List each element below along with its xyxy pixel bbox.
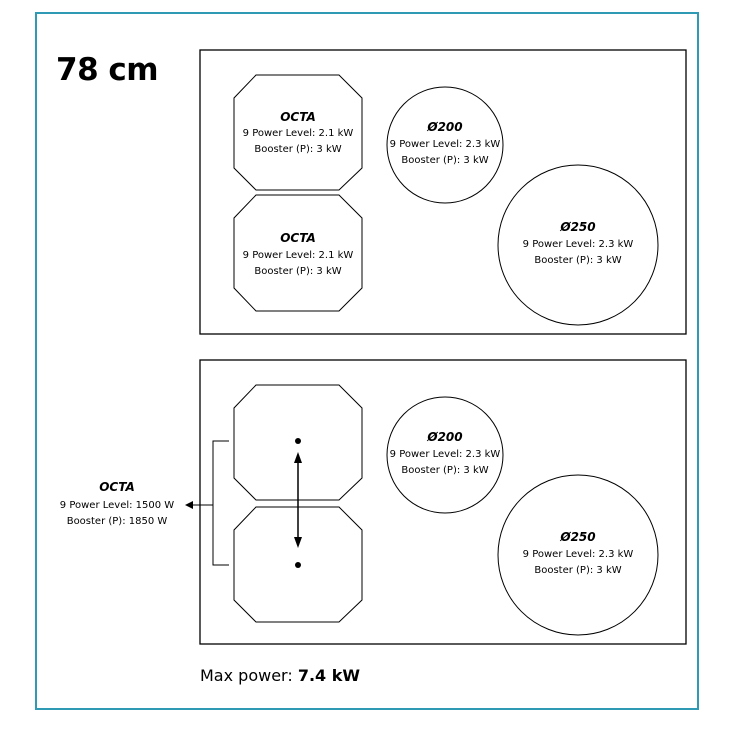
bottom-zone-250-booster: Booster (P): 3 kW (534, 565, 622, 576)
bridge-lower-dot (295, 562, 301, 568)
max-power-line (200, 666, 360, 685)
max-power-value: 7.4 kW (297, 666, 361, 685)
top-zone-200-power: 9 Power Level: 2.3 kW (389, 139, 501, 150)
top-octa-upper-booster: Booster (P): 3 kW (254, 144, 342, 155)
bottom-hob-outline (200, 360, 686, 644)
bottom-zone-250-power: 9 Power Level: 2.3 kW (522, 549, 634, 560)
top-octa-lower-power: 9 Power Level: 2.1 kW (242, 250, 354, 261)
top-octa-lower-name: OCTA (280, 231, 316, 245)
bottom-octa-name: OCTA (99, 480, 135, 494)
bottom-zone-200-booster: Booster (P): 3 kW (401, 465, 489, 476)
bridge-upper-dot (295, 438, 301, 444)
hob-size-title: 78 cm (56, 52, 159, 88)
bridge-arrow-head-down (294, 537, 302, 548)
max-power-label: Max power: (200, 666, 298, 685)
top-octa-upper-name: OCTA (280, 110, 316, 124)
bottom-octa-power: 9 Power Level: 1500 W (59, 500, 175, 511)
top-hob-outline (200, 50, 686, 334)
bridge-arrow-head-up (294, 452, 302, 463)
bottom-zone-200-name: Ø200 (427, 430, 463, 444)
top-zone-200-name: Ø200 (427, 120, 463, 134)
top-zone-250-power: 9 Power Level: 2.3 kW (522, 239, 634, 250)
bottom-zone-200-power: 9 Power Level: 2.3 kW (389, 449, 501, 460)
top-octa-lower-booster: Booster (P): 3 kW (254, 266, 342, 277)
top-zone-250-booster: Booster (P): 3 kW (534, 255, 622, 266)
bridge-bracket (213, 441, 229, 565)
bridge-pointer-head (185, 501, 193, 509)
bottom-octa-booster: Booster (P): 1850 W (66, 516, 168, 527)
top-octa-upper-power: 9 Power Level: 2.1 kW (242, 128, 354, 139)
bottom-zone-250-name: Ø250 (560, 530, 596, 544)
top-zone-250-name: Ø250 (560, 220, 596, 234)
top-zone-200-booster: Booster (P): 3 kW (401, 155, 489, 166)
